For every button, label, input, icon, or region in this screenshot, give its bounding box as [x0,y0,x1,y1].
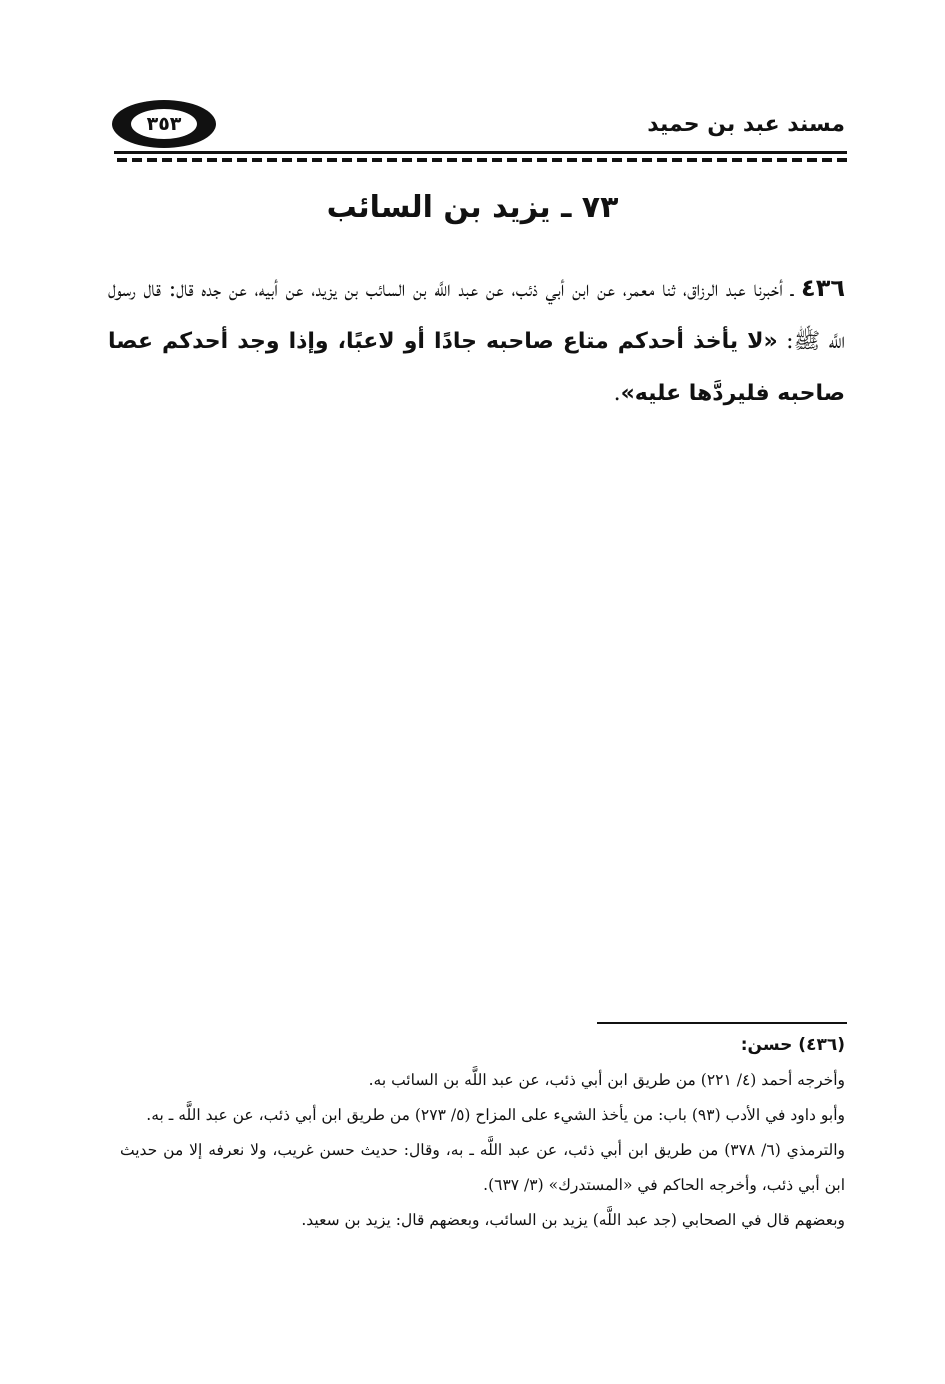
chapter-title: ٧٣ ـ يزيد بن السائب [326,190,619,225]
footnote-heading: (٤٣٦) حسن: [740,1035,845,1055]
page-number: ٣٥٣ [131,109,197,139]
footnote-line: وأخرجه أحمد (٤/ ٢٢١) من طريق ابن أبي ذئب، عن عبد اللَّه بن السائب به. [368,1071,845,1089]
hadith-text [108,262,845,420]
hadith-end: . [613,381,621,406]
footnote-separator [597,1022,847,1024]
page-number-badge [112,100,216,148]
header-rule [114,151,847,154]
hadith-number: ٤٣٦ [801,274,845,302]
footnote-line: والترمذي (٦/ ٣٧٨) من طريق ابن أبي ذئب، عن عبد اللَّه ـ به، وقال: حديث حسن غريب، ولا نعرفه إلا من حديث ابن أبي ذئب، وأخرجه الحاكم في «المستدرك» (٣/ ٦٣٧). [120,1141,846,1194]
hadith-isnad: ـ أخبرنا عبد الرزاق، ثنا معمر، عن ابن أبي ذئب، عن عبد اللَّه بن السائب بن يزيد، عن أبيه، عن جده قال: قال رسول اللَّه ﷺ: [108,277,845,354]
footnote-line: وأبو داود في الأدب (٩٣) باب: من يأخذ الشيء على المزاح (٥/ ٢٧٣) من طريق ابن أبي ذئب، عن عبد اللَّه ـ به. [146,1106,845,1124]
hadith-matn: «لا يأخذ أحدكم متاع صاحبه جادًا أو لاعبًا، وإذا وجد أحدكم عصا صاحبه فليردَّها عليه» [108,329,845,406]
running-title: مسند عبد بن حميد [647,112,845,137]
footnotes [120,1028,845,1238]
header-dashed-rule [114,158,847,162]
footnote-line: وبعضهم قال في الصحابي (جد عبد اللَّه) يزيد بن السائب، وبعضهم قال: يزيد بن سعيد. [301,1211,845,1229]
